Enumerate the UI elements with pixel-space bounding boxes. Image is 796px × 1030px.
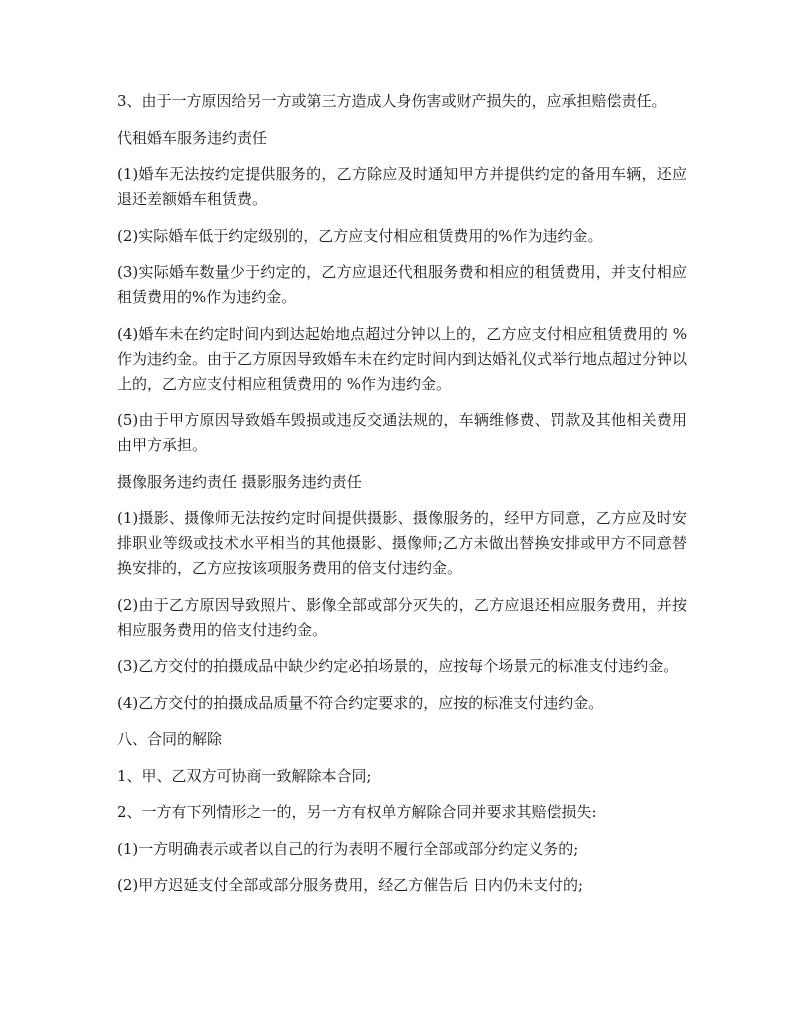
section-heading-photo-video: 摄像服务违约责任 摄影服务违约责任 [117, 472, 362, 491]
document-body [117, 89, 687, 910]
section-heading-car-rental: 代租婚车服务违约责任 [117, 128, 268, 147]
termination-item-1: (1)一方明确表示或者以自己的行为表明不履行全部或部分约定义务的; [117, 839, 579, 858]
photo-item-2: (2)由于乙方原因导致照片、影像全部或部分灭失的，乙方应退还相应服务费用，并按相应服务费用的倍支付违约金。 [117, 595, 687, 639]
photo-item-3: (3)乙方交付的拍摄成品中缺少约定必拍场景的，应按每个场景元的标准支付违约金。 [117, 657, 679, 675]
car-rental-item-4: (4)婚车未在约定时间内到达起始地点超过分钟以上的，乙方应支付相应租赁费用的 %作为违约金。由于乙方原因导致婚车未在约定时间内到达婚礼仪式举行地点超过分钟以上的，乙方应支付相应租赁费用的 %作为违约金。 [117, 324, 688, 393]
car-rental-item-3: (3)实际婚车数量少于约定的，乙方应退还代租服务费和相应的租赁费用，并支付相应租赁费用的%作为违约金。 [117, 263, 687, 306]
termination-clause-1: 1、甲、乙双方可协商一致解除本合同; [117, 766, 372, 785]
clause-3-compensation: 3、由于一方原因给另一方或第三方造成人身伤害或财产损失的，应承担赔偿责任。 [117, 92, 667, 110]
section-heading-termination: 八、合同的解除 [117, 730, 223, 748]
car-rental-item-1: (1)婚车无法按约定提供服务的，乙方除应及时通知甲方并提供约定的备用车辆，还应退还差额婚车租赁费。 [117, 165, 687, 208]
car-rental-item-2: (2)实际婚车低于约定级别的，乙方应支付相应租赁费用的%作为违约金。 [117, 226, 603, 245]
termination-clause-2: 2、一方有下列情形之一的，另一方有权单方解除合同并要求其赔偿损失: [117, 803, 597, 821]
photo-item-4: (4)乙方交付的拍摄成品质量不符合约定要求的，应按的标准支付违约金。 [117, 693, 604, 712]
photo-item-1: (1)摄影、摄像师无法按约定时间提供摄影、摄像服务的，经甲方同意，乙方应及时安排职业等级或技术水平相当的其他摄影、摄像师;乙方未做出替换安排或甲方不同意替换安排的，乙方应按该项服务费用的倍支付违约金。 [117, 509, 687, 577]
termination-item-2: (2)甲方迟延支付全部或部分服务费用，经乙方催告后 日内仍未支付的; [117, 876, 584, 894]
car-rental-item-5: (5)由于甲方原因导致婚车毁损或违反交通法规的，车辆维修费、罚款及其他相关费用由甲方承担。 [117, 411, 687, 454]
